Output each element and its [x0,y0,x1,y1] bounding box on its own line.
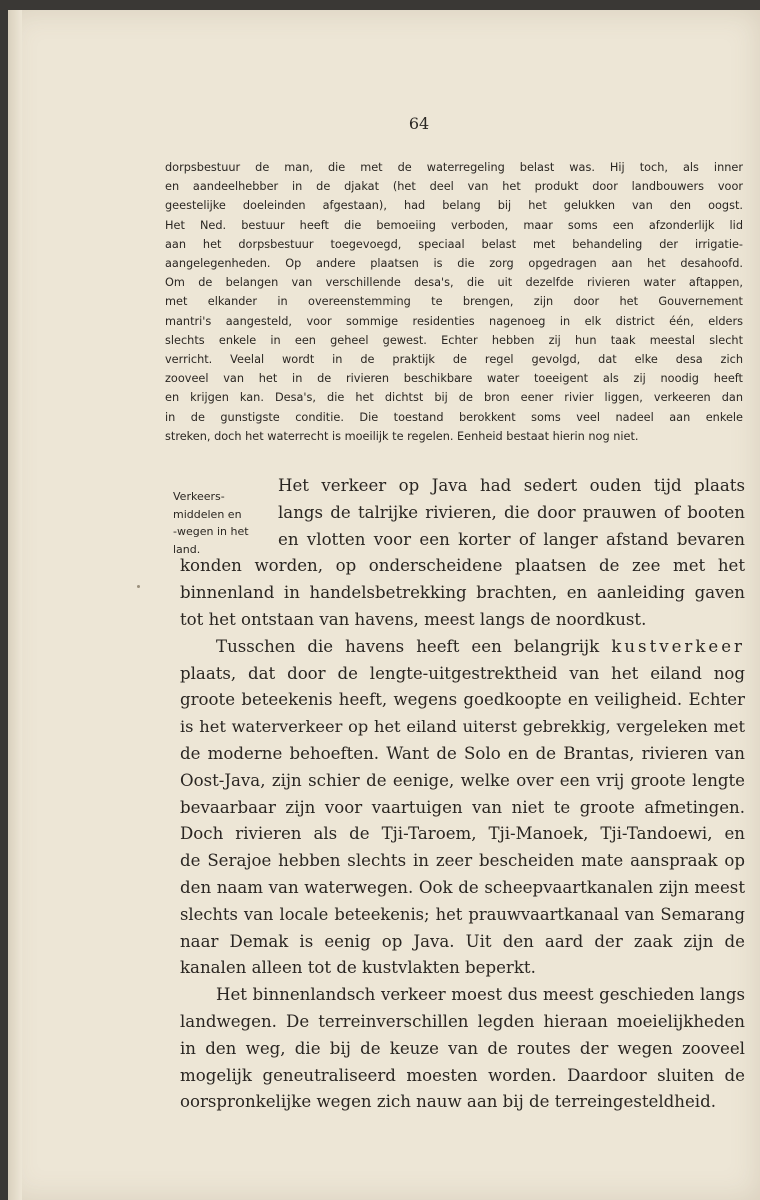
text-line: langs de talrijke rivieren, die door prauwen of booten [278,502,745,522]
book-page [8,10,760,1200]
text-line: streken, doch het waterrecht is moeilijk te regelen. Eenheid bestaat hierin nog niet. [165,429,639,443]
text-line: den naam van waterwegen. Ook de scheepvaartkanalen zijn meest [180,877,745,897]
text-line: is het waterverkeer op het eiland uiterst gebrekkig, vergeleken met [180,717,745,737]
text-line: binnenland in handelsbetrekking brachten, en aanleiding gaven [180,583,745,603]
page-number: 64 [408,114,430,133]
text-line: zooveel van het in de rivieren beschikbare water toeeigent als zij noodig heeft [165,372,743,386]
text-line: konden worden, op onderscheidene plaatsen de zee met het [180,556,745,576]
text-line: groote beteekenis heeft, wegens goedkoopte en veiligheid. Echter [180,690,745,710]
text-line: slechts van locale beteekenis; het prauwvaartkanaal van Semarang [180,904,745,924]
margin-speck [137,585,140,588]
text-line: kanalen alleen tot de kustvlakten beperkt. [180,958,536,978]
text-line: geestelijke doeleinden afgestaan), had belang bij het gelukken van den oogst. [165,199,743,213]
text-line: aangelegenheden. Op andere plaatsen is die zorg opgedragen aan het desahoofd. [165,257,743,271]
emphasized-term: kustverkeer [611,636,745,656]
text-line: Om de belangen van verschillende desa's, die uit dezelfde rivieren water aftappen, [165,276,743,290]
text-line: landwegen. De terreinverschillen legden hieraan moeielijkheden [180,1011,745,1031]
text-line: Het Ned. bestuur heeft die bemoeiing verboden, maar soms een afzonderlijk lid [165,218,743,232]
text-line: slechts enkele in een geheel gewest. Echter hebben zij hun taak meestal slecht [165,333,743,347]
margin-note-line: Verkeers- [173,490,225,503]
text-line: naar Demak is eenig op Java. Uit den aard der zaak zijn de [180,931,745,951]
text-fragment: Tusschen die havens heeft een belangrijk [216,636,600,656]
text-line: verricht. Veelal wordt in de praktijk de regel gevolgd, dat elke desa zich [165,353,743,367]
text-line: in de gunstigste conditie. Die toestand berokkent soms veel nadeel aan enkele [165,410,743,424]
text-line: en krijgen kan. Desa's, die het dichtst bij de bron eener rivier liggen, verkeeren dan [165,391,743,405]
text-line: Het binnenlandsch verkeer moest dus meest geschieden langs [216,985,745,1005]
text-line: Oost-Java, zijn schier de eenige, welke over een vrij groote lengte [180,770,745,790]
main-text [180,473,745,1116]
text-line: Het verkeer op Java had sedert ouden tijd plaats [278,476,745,495]
text-line: bevaarbaar zijn voor vaartuigen van niet te groote afmetingen. [180,797,745,817]
margin-note-line: middelen en [173,507,242,521]
text-line: oorspronkelijke wegen zich nauw aan bij de terreingesteldheid. [180,1092,716,1112]
text-line: mantri's aangesteld, voor sommige residenties nagenoeg in elk district één, elders [165,314,743,328]
text-line: tot het ontstaan van havens, meest langs de noordkust. [180,609,647,629]
text-line: aan het dorpsbestuur toegevoegd, speciaal belast met behandeling der irrigatie- [165,237,743,251]
text-line: met elkander in overeenstemming te brengen, zijn door het Gouvernement [165,295,743,309]
page-edge [8,10,22,1200]
text-line: dorpsbestuur de man, die met de waterregeling belast was. Hij toch, als inner [165,161,743,174]
text-line: de moderne behoeften. Want de Solo en de Brantas, rivieren van [180,743,745,763]
text-line: mogelijk geneutraliseerd moesten worden. Daardoor sluiten de [180,1065,745,1085]
text-line: de Serajoe hebben slechts in zeer bescheiden mate aanspraak op [180,851,745,871]
text-line: en aandeelhebber in de djakat (het deel van het produkt door landbouwers voor [165,180,743,194]
text-line: plaats, dat door de lengte-uitgestrektheid van het eiland nog [180,663,745,683]
text-line: Doch rivieren als de Tji-Taroem, Tji-Manoek, Tji-Tandoewi, en [180,824,745,844]
margin-note-line: land. [173,542,201,556]
text-line: in den weg, die bij de keuze van de routes der wegen zooveel [180,1038,745,1058]
margin-note-line: -wegen in het [173,525,249,538]
text-line [180,634,745,661]
text-line: en vlotten voor een korter of langer afstand bevaren [278,529,745,549]
small-print-paragraph [165,158,743,446]
